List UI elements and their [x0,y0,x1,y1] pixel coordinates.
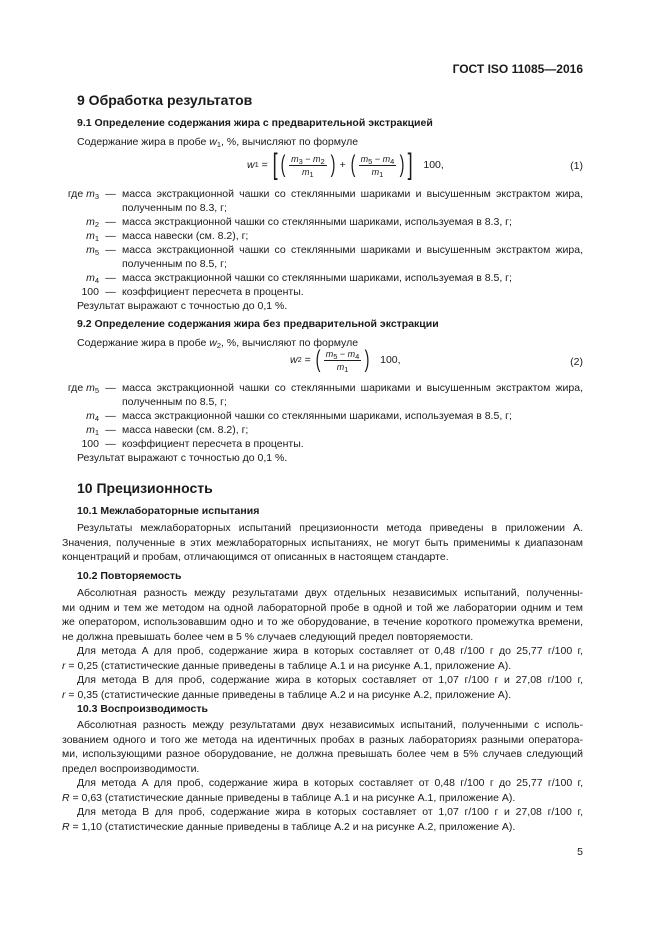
definition-m2: $m_2$ — масса экстракционной чашки со стеклянными шариками, используемая в 8.3, г; [86,216,512,229]
definition-100: 100 — коэффициент пересчета в проценты. [81,286,304,298]
interlab-paragraph: Результаты межлабораторных испытаний прецизионности метода приведены в приложении А. Значения, полученные в этих межлабораторных испытаниях, не могут быть применимы к диапазонам концентраций и пробам, отличающимся от описанных в настоящем стандарте. [62,522,583,563]
section-9-1-title: 9.1 Определение содержания жира с предварительной экстракцией [77,117,433,129]
repeatability-paragraph: Абсолютная разность между результатами двух отдельных независимых испытаний, полученны- ми одним и тем же методом на одной лабораторной пробе в одной и той же лаборатории одним и тем же оператором, использовавшим одно и то же оборудование, в течение короткого промежутка времени, не должна превышать более чем в 5 % случаев следующий предел повторяемости. Для метода А для проб, содержание жира в которых составляет от 0,48 г/100 г до 25,77 г/100 г, r = 0,25 (статистические данные приведены в таблице А.1 и на рисунке А.1, приложение А). Для метода В для проб, содержание жира в которых составляет от 1,07 г/100 г и 27,08 г/100 г, r = 0,35 (статистические данные приведены в таблице А.2 и на рисунке А.2, приложение А). [62,587,583,701]
standard-header: ГОСТ ISO 11085—2016 [452,62,583,76]
reproducibility-paragraph: Абсолютная разность между результатами двух независимых испытаний, полученными с исполь- зованием одного и того же метода на идентичных пробах в разных лабораториях разными оператора- ми, использующими разное оборудование, не должна превышать более чем в 5% случаев следующий предел воспроизводимости. Для метода А для проб, содержание жира в которых составляет от 0,48 г/100 г до 25,77 г/100 г, R = 0,63 (статистические данные приведены в таблице А.1 и на рисунке А.1, приложение А). Для метода В для проб, содержание жира в которых составляет от 1,07 г/100 г и 27,08 г/100 г, R = 1,10 (статистические данные приведены в таблице А.2 и на рисунке А.2, приложение А). [62,719,583,833]
definition-m3: где $m_3$ — масса экстракционной чашки со стеклянными шариками и высушенным экстрактом жира, полученным по 8.3, г; [67,188,583,214]
section-10-title: 10 Прецизионность [77,480,213,496]
page-number: 5 [577,846,583,858]
definition-m5: $m_5$ — масса экстракционной чашки со стеклянными шариками и высушенным экстрактом жира, полученным по 8.5, г; [86,244,583,270]
equation-number-2: (2) [570,356,583,368]
definition-m4: $m_4$ — масса экстракционной чашки со стеклянными шариками, используемая в 8.5, г; [86,272,512,285]
formula-2: w 2 = ( $\frac{m_5 - m_4}{m_1}$ ) 100, [290,346,401,374]
section-9-title: 9 Обработка результатов [77,92,253,108]
definition-2-m5: где $m_5$ — масса экстракционной чашки со стеклянными шариками и высушенным экстрактом жира, полученным по 8.5, г; [67,382,583,408]
formula-2-intro: Содержание жира в пробе $w_2$, %, вычисляют по формуле [77,337,359,350]
definition-2-m4: $m_4$ — масса экстракционной чашки со стеклянными шариками, используемая в 8.5, г; [86,410,512,423]
result-precision-2: Результат выражают с точностью до 0,1 %. [77,452,288,464]
section-10-2-title: 10.2 Повторяемость [77,570,182,582]
formula-1-intro: Содержание жира в пробе $w_1$, %, вычисляют по формуле [77,136,359,149]
equation-number-1: (1) [570,160,583,172]
definition-2-m1: $m_1$ — масса навески (см. 8.2), г; [86,424,249,437]
formula-1: w 1 = [ ( $\frac{m_3 - m_2}{m_1}$ ) + ( $\frac{m_5 - m_4}{m_1}$ ) ] 100, [247,148,444,181]
result-precision-1: Результат выражают с точностью до 0,1 %. [77,300,288,312]
section-9-2-title: 9.2 Определение содержания жира без предварительной экстракции [77,318,439,330]
section-10-1-title: 10.1 Межлабораторные испытания [77,505,260,517]
definition-2-100: 100 — коэффициент пересчета в проценты. [81,438,304,450]
definition-m1: $m_1$ — масса навески (см. 8.2), г; [86,230,249,243]
section-10-3-title: 10.3 Воспроизводимость [77,703,208,715]
